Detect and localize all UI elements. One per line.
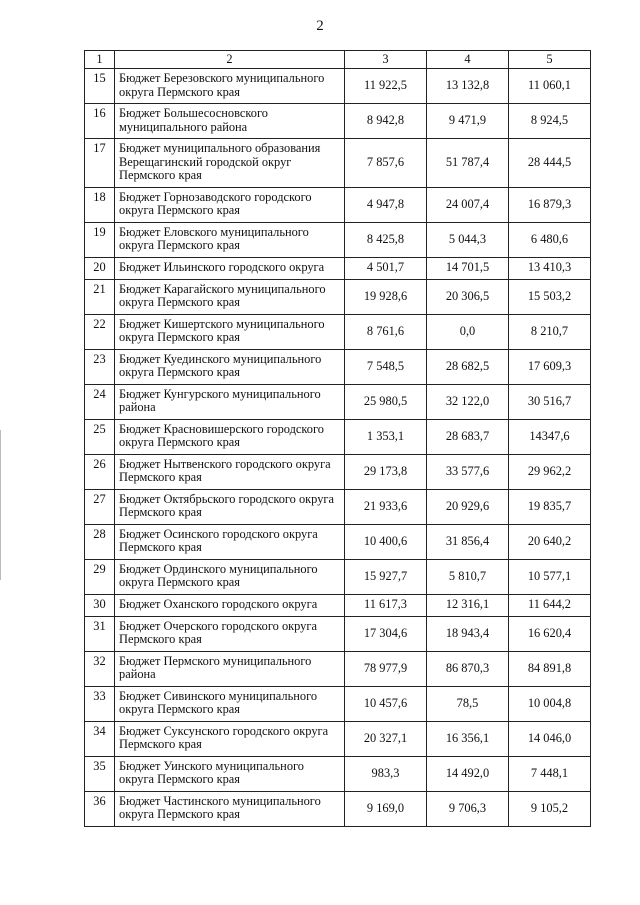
value-col-3: 17 304,6 xyxy=(345,616,427,651)
row-number: 16 xyxy=(85,104,115,139)
value-col-4: 51 787,4 xyxy=(427,139,509,188)
value-col-3: 20 327,1 xyxy=(345,721,427,756)
value-col-5: 11 644,2 xyxy=(509,594,591,616)
value-col-4: 14 492,0 xyxy=(427,756,509,791)
table-row xyxy=(85,279,591,314)
value-col-4: 18 943,4 xyxy=(427,616,509,651)
value-col-5: 19 835,7 xyxy=(509,489,591,524)
header-col-4: 4 xyxy=(427,51,509,69)
value-col-5: 15 503,2 xyxy=(509,279,591,314)
table-row xyxy=(85,616,591,651)
budget-name: Бюджет Октябрьского городского округа Пермского края xyxy=(115,489,345,524)
value-col-3: 11 617,3 xyxy=(345,594,427,616)
row-number: 25 xyxy=(85,419,115,454)
value-col-4: 16 356,1 xyxy=(427,721,509,756)
table-row xyxy=(85,594,591,616)
budget-name: Бюджет Уинского муниципального округа Пермского края xyxy=(115,756,345,791)
value-col-5: 14 046,0 xyxy=(509,721,591,756)
table-row xyxy=(85,559,591,594)
value-col-3: 21 933,6 xyxy=(345,489,427,524)
budget-name: Бюджет Кишертского муниципального округа Пермского края xyxy=(115,314,345,349)
value-col-3: 19 928,6 xyxy=(345,279,427,314)
table-row xyxy=(85,489,591,524)
budget-name: Бюджет Оханского городского округа xyxy=(115,594,345,616)
table-row xyxy=(85,686,591,721)
budget-name: Бюджет Еловского муниципального округа Пермского края xyxy=(115,222,345,257)
value-col-4: 86 870,3 xyxy=(427,651,509,686)
value-col-4: 9 471,9 xyxy=(427,104,509,139)
value-col-5: 10 004,8 xyxy=(509,686,591,721)
budget-name: Бюджет Березовского муниципального округа Пермского края xyxy=(115,69,345,104)
value-col-4: 20 929,6 xyxy=(427,489,509,524)
table-row xyxy=(85,791,591,826)
value-col-5: 30 516,7 xyxy=(509,384,591,419)
budget-name: Бюджет Горнозаводского городского округа Пермского края xyxy=(115,187,345,222)
value-col-5: 10 577,1 xyxy=(509,559,591,594)
budget-name: Бюджет Суксунского городского округа Пермского края xyxy=(115,721,345,756)
value-col-3: 7 548,5 xyxy=(345,349,427,384)
row-number: 31 xyxy=(85,616,115,651)
table-row xyxy=(85,222,591,257)
page-number: 2 xyxy=(316,18,324,34)
value-col-4: 9 706,3 xyxy=(427,791,509,826)
value-col-5: 11 060,1 xyxy=(509,69,591,104)
value-col-4: 31 856,4 xyxy=(427,524,509,559)
budget-name: Бюджет Осинского городского округа Пермского края xyxy=(115,524,345,559)
row-number: 17 xyxy=(85,139,115,188)
value-col-3: 10 457,6 xyxy=(345,686,427,721)
header-col-5: 5 xyxy=(509,51,591,69)
value-col-3: 29 173,8 xyxy=(345,454,427,489)
row-number: 21 xyxy=(85,279,115,314)
value-col-5: 17 609,3 xyxy=(509,349,591,384)
budget-name: Бюджет Нытвенского городского округа Пермского края xyxy=(115,454,345,489)
row-number: 33 xyxy=(85,686,115,721)
row-number: 20 xyxy=(85,257,115,279)
value-col-3: 11 922,5 xyxy=(345,69,427,104)
value-col-4: 0,0 xyxy=(427,314,509,349)
value-col-4: 24 007,4 xyxy=(427,187,509,222)
row-number: 32 xyxy=(85,651,115,686)
scan-edge-mark xyxy=(0,430,1,580)
table-row xyxy=(85,257,591,279)
value-col-3: 8 942,8 xyxy=(345,104,427,139)
budget-name: Бюджет Кунгурского муниципального района xyxy=(115,384,345,419)
table-row xyxy=(85,104,591,139)
value-col-3: 8 761,6 xyxy=(345,314,427,349)
table-row xyxy=(85,721,591,756)
value-col-5: 16 879,3 xyxy=(509,187,591,222)
row-number: 36 xyxy=(85,791,115,826)
header-col-3: 3 xyxy=(345,51,427,69)
table-row xyxy=(85,314,591,349)
value-col-3: 4 947,8 xyxy=(345,187,427,222)
budget-name: Бюджет Карагайского муниципального округа Пермского края xyxy=(115,279,345,314)
row-number: 23 xyxy=(85,349,115,384)
table-row xyxy=(85,384,591,419)
value-col-5: 28 444,5 xyxy=(509,139,591,188)
table-row xyxy=(85,651,591,686)
row-number: 30 xyxy=(85,594,115,616)
value-col-5: 16 620,4 xyxy=(509,616,591,651)
header-row xyxy=(85,51,591,69)
value-col-3: 15 927,7 xyxy=(345,559,427,594)
value-col-4: 12 316,1 xyxy=(427,594,509,616)
value-col-5: 84 891,8 xyxy=(509,651,591,686)
table-row xyxy=(85,454,591,489)
value-col-5: 7 448,1 xyxy=(509,756,591,791)
row-number: 18 xyxy=(85,187,115,222)
value-col-3: 1 353,1 xyxy=(345,419,427,454)
value-col-5: 14347,6 xyxy=(509,419,591,454)
budget-name: Бюджет Ординского муниципального округа Пермского края xyxy=(115,559,345,594)
row-number: 15 xyxy=(85,69,115,104)
header-col-1: 1 xyxy=(85,51,115,69)
value-col-3: 25 980,5 xyxy=(345,384,427,419)
row-number: 34 xyxy=(85,721,115,756)
value-col-5: 20 640,2 xyxy=(509,524,591,559)
table-row xyxy=(85,69,591,104)
table-row xyxy=(85,524,591,559)
value-col-5: 8 924,5 xyxy=(509,104,591,139)
row-number: 27 xyxy=(85,489,115,524)
budget-name: Бюджет Пермского муниципального района xyxy=(115,651,345,686)
row-number: 26 xyxy=(85,454,115,489)
budget-name: Бюджет Частинского муниципального округа Пермского края xyxy=(115,791,345,826)
budget-name: Бюджет Куединского муниципального округа Пермского края xyxy=(115,349,345,384)
value-col-3: 4 501,7 xyxy=(345,257,427,279)
budget-name: Бюджет Сивинского муниципального округа Пермского края xyxy=(115,686,345,721)
budget-name: Бюджет Большесосновского муниципального района xyxy=(115,104,345,139)
value-col-4: 28 683,7 xyxy=(427,419,509,454)
value-col-3: 78 977,9 xyxy=(345,651,427,686)
value-col-5: 6 480,6 xyxy=(509,222,591,257)
value-col-4: 20 306,5 xyxy=(427,279,509,314)
value-col-4: 5 810,7 xyxy=(427,559,509,594)
row-number: 29 xyxy=(85,559,115,594)
budget-table xyxy=(84,50,591,827)
budget-name: Бюджет Ильинского городского округа xyxy=(115,257,345,279)
value-col-4: 5 044,3 xyxy=(427,222,509,257)
row-number: 35 xyxy=(85,756,115,791)
value-col-5: 9 105,2 xyxy=(509,791,591,826)
value-col-4: 14 701,5 xyxy=(427,257,509,279)
value-col-3: 9 169,0 xyxy=(345,791,427,826)
budget-name: Бюджет муниципального образования Верещагинский городской округ Пермского края xyxy=(115,139,345,188)
table-row xyxy=(85,756,591,791)
value-col-4: 28 682,5 xyxy=(427,349,509,384)
table-row xyxy=(85,419,591,454)
row-number: 24 xyxy=(85,384,115,419)
row-number: 28 xyxy=(85,524,115,559)
value-col-3: 983,3 xyxy=(345,756,427,791)
value-col-3: 8 425,8 xyxy=(345,222,427,257)
table-row xyxy=(85,187,591,222)
budget-name: Бюджет Красновишерского городского округа Пермского края xyxy=(115,419,345,454)
value-col-5: 29 962,2 xyxy=(509,454,591,489)
table-row xyxy=(85,139,591,188)
value-col-5: 13 410,3 xyxy=(509,257,591,279)
value-col-3: 10 400,6 xyxy=(345,524,427,559)
value-col-3: 7 857,6 xyxy=(345,139,427,188)
value-col-4: 33 577,6 xyxy=(427,454,509,489)
value-col-5: 8 210,7 xyxy=(509,314,591,349)
table-row xyxy=(85,349,591,384)
row-number: 22 xyxy=(85,314,115,349)
value-col-4: 78,5 xyxy=(427,686,509,721)
header-col-2: 2 xyxy=(115,51,345,69)
row-number: 19 xyxy=(85,222,115,257)
budget-name: Бюджет Очерского городского округа Пермского края xyxy=(115,616,345,651)
value-col-4: 32 122,0 xyxy=(427,384,509,419)
value-col-4: 13 132,8 xyxy=(427,69,509,104)
